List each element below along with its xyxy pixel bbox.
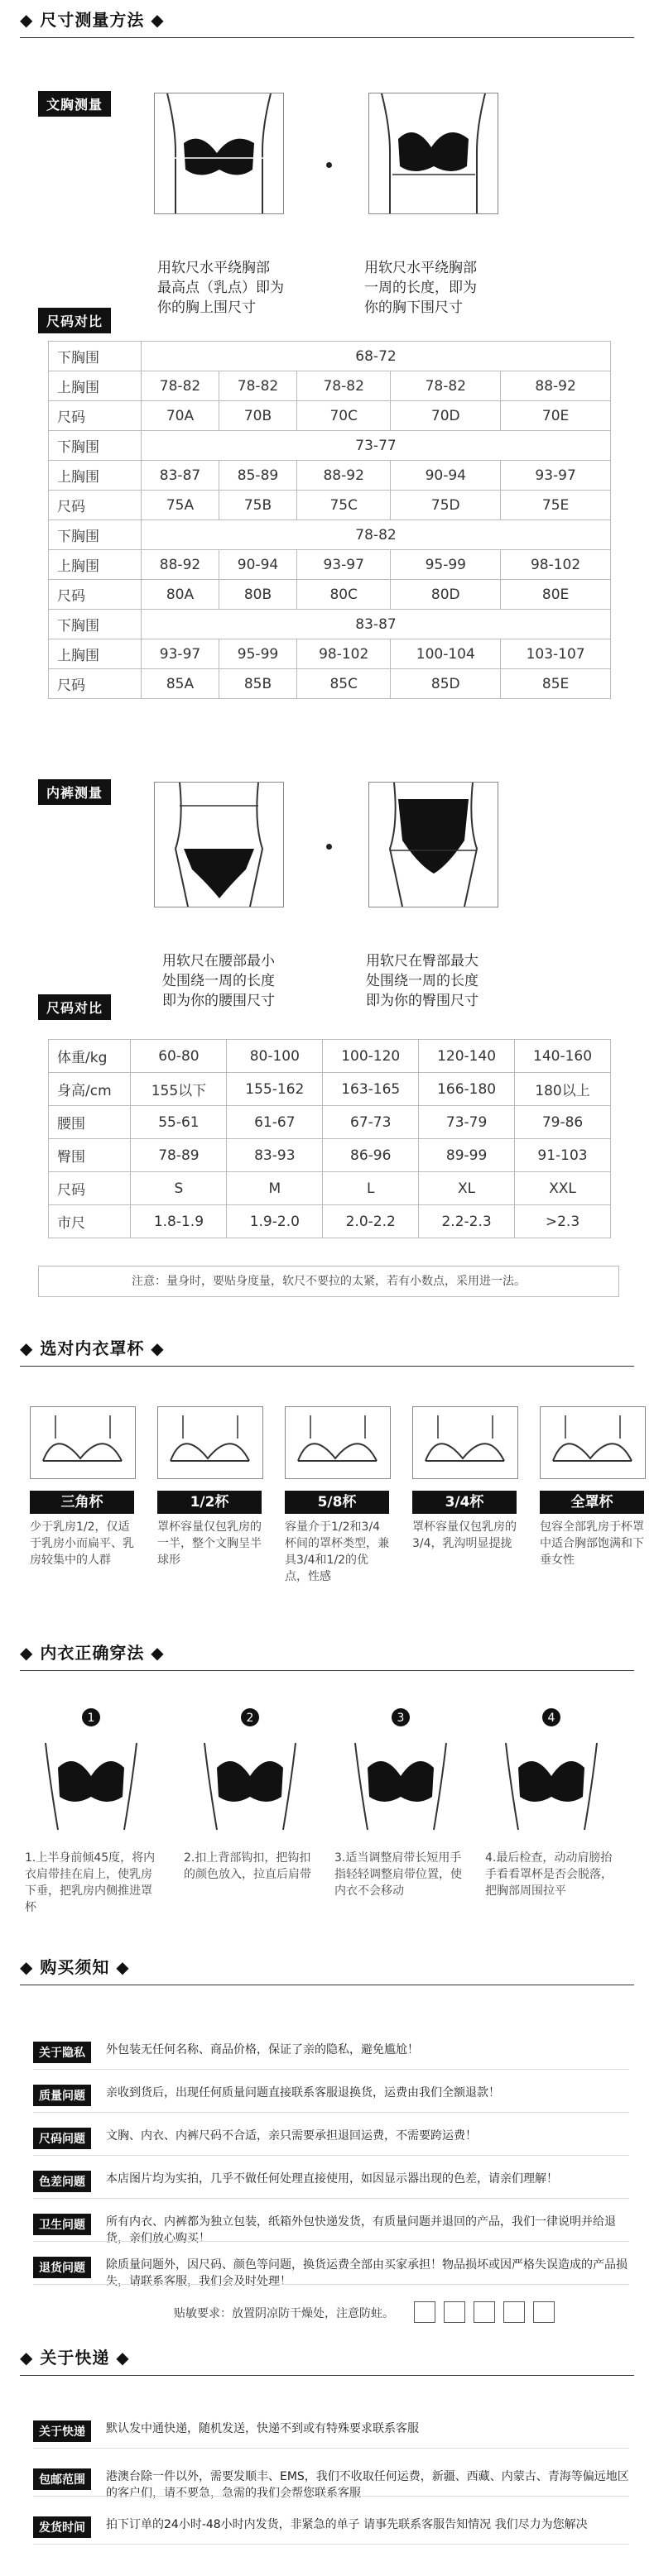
bust-caption-upper: 用软尺水平绕胸部 最高点（乳点）即为 你的胸上围尺寸 — [157, 260, 284, 316]
over-value: 78-82 — [297, 371, 391, 401]
cup-card — [540, 1406, 644, 1568]
bra-cup-icon — [286, 1407, 390, 1478]
over-value: 85-89 — [219, 461, 297, 491]
over-value: 95-99 — [391, 550, 501, 580]
panty-size-table — [48, 1039, 611, 1238]
over-value: 83-87 — [142, 461, 219, 491]
wear-desc: 1.上半身前倾45度，将内衣肩带挂在肩上，使乳房下垂，把乳房内侧推进罩杯 — [25, 1851, 156, 1914]
bust-under-illustration — [368, 93, 498, 214]
wear-step — [184, 1706, 316, 1883]
shipping-section-header — [20, 2343, 634, 2376]
size-value: 85B — [219, 669, 297, 699]
notice-key: 色差问题 — [33, 2171, 91, 2192]
band-label: 下胸围 — [49, 610, 142, 639]
bust-size-table — [48, 341, 611, 699]
pant-cell: 67-73 — [323, 1106, 419, 1139]
size-value: 70D — [391, 401, 501, 431]
measure-title: ◆ 尺寸测量方法 ◆ — [20, 10, 165, 30]
pant-cell: 73-79 — [419, 1106, 515, 1139]
over-value: 93-97 — [142, 639, 219, 669]
notice-key: 包邮范围 — [33, 2468, 91, 2490]
over-value: 88-92 — [142, 550, 219, 580]
over-value: 98-102 — [297, 639, 391, 669]
iron-icon — [503, 2301, 525, 2323]
size-value: 80E — [501, 580, 611, 610]
step-number: 3 — [397, 1712, 405, 1725]
band-label: 下胸围 — [49, 431, 142, 461]
cup-desc: 罩杯容量仅包乳房的3/4，乳沟明显提拢 — [412, 1520, 517, 1550]
pant-cell: S — [131, 1172, 227, 1205]
band-label: 下胸围 — [49, 520, 142, 550]
pant-row-label: 市尺 — [49, 1205, 131, 1238]
bra-figure-icon — [369, 93, 498, 213]
pant-row-label: 体重/kg — [49, 1040, 131, 1073]
notice-title: ◆ 购买须知 ◆ — [20, 1957, 130, 1977]
cup-desc: 罩杯容量仅包乳房的一半，整个文胸呈半球形 — [157, 1520, 262, 1567]
wearing-figure-icon — [184, 1706, 316, 1838]
notice-value: 本店图片均为实拍，几乎不做任何处理直接使用，如因显示器出现的色差，请亲们理解！ — [106, 2172, 558, 2186]
wearing-figure-icon — [334, 1706, 467, 1838]
notice-section-header — [20, 1952, 634, 1985]
notice-value: 拍下订单的24小时-48小时内发货，非紧急的单子 请事先联系客服告知情况 我们尽力为您解决 — [106, 2518, 588, 2531]
wear-desc: 3.适当调整肩带长短用手指轻轻调整肩带位置，使内衣不会移动 — [334, 1851, 462, 1898]
over-value: 88-92 — [501, 371, 611, 401]
notice-key: 卫生问题 — [33, 2214, 91, 2235]
size-value: 85D — [391, 669, 501, 699]
size-value: 85C — [297, 669, 391, 699]
care-icons — [414, 2301, 555, 2323]
hip-caption: 用软尺在臀部最大 处围绕一周的长度 即为你的臀围尺寸 — [366, 953, 478, 1009]
size-value: 75A — [142, 491, 219, 520]
over-value: 90-94 — [219, 550, 297, 580]
notice-value: 外包装无任何名称、商品价格，保证了亲的隐私，避免尴尬！ — [106, 2043, 419, 2056]
pant-cell: XL — [419, 1172, 515, 1205]
notice-key: 尺码问题 — [33, 2128, 91, 2149]
no-bleach-icon — [444, 2301, 465, 2323]
dry-clean-icon — [533, 2301, 555, 2323]
wear-illustration — [485, 1706, 618, 1838]
notice-key: 关于隐私 — [33, 2042, 91, 2063]
cup-card — [157, 1406, 262, 1568]
notice-row — [33, 2252, 629, 2288]
pant-cell: 2.2-2.3 — [419, 1205, 515, 1238]
step-number: 1 — [87, 1712, 95, 1725]
over-label: 上胸围 — [49, 371, 142, 401]
waist-illustration — [154, 782, 284, 907]
notice-key: 退货问题 — [33, 2257, 91, 2278]
over-value: 78-82 — [142, 371, 219, 401]
over-label: 上胸围 — [49, 461, 142, 491]
pant-cell: 155以下 — [131, 1073, 227, 1106]
bust-upper-illustration — [154, 93, 284, 214]
cup-illustration — [285, 1406, 391, 1479]
notice-key: 关于快递 — [33, 2420, 91, 2442]
wearing-figure-icon — [25, 1706, 157, 1838]
panty-compare-tag: 尺码对比 — [38, 994, 111, 1020]
over-value: 95-99 — [219, 639, 297, 669]
pant-cell: 1.9-2.0 — [227, 1205, 323, 1238]
bra-figure-icon — [155, 93, 283, 213]
notice-value: 文胸、内衣、内裤尺码不合适，亲只需要承担退回运费，不需要跨运费！ — [106, 2129, 477, 2143]
cup-name: 1/2杯 — [157, 1491, 262, 1514]
pant-cell: 155-162 — [227, 1073, 323, 1106]
cup-card — [30, 1406, 134, 1568]
size-value: 75B — [219, 491, 297, 520]
cup-illustration — [157, 1406, 263, 1479]
size-label: 尺码 — [49, 491, 142, 520]
size-value: 75E — [501, 491, 611, 520]
no-dryer-icon — [474, 2301, 495, 2323]
separator-dot — [326, 844, 332, 850]
bust-caption-under: 用软尺水平绕胸部 一周的长度，即为 你的胸下围尺寸 — [364, 260, 477, 316]
pant-cell: 89-99 — [419, 1139, 515, 1172]
cup-desc: 容量介于1/2和3/4杯间的罩杯类型，兼具3/4和1/2的优点，性感 — [285, 1520, 389, 1583]
bust-measure-tag: 文胸测量 — [38, 91, 111, 117]
notice-row — [33, 2166, 629, 2199]
over-value: 103-107 — [501, 639, 611, 669]
pant-cell: L — [323, 1172, 419, 1205]
size-value: 70B — [219, 401, 297, 431]
pant-cell: 60-80 — [131, 1040, 227, 1073]
bust-compare-tag: 尺码对比 — [38, 308, 111, 333]
wear-illustration — [184, 1706, 316, 1838]
notice-row — [33, 2123, 629, 2156]
over-value: 93-97 — [297, 550, 391, 580]
size-label: 尺码 — [49, 580, 142, 610]
wear-illustration — [25, 1706, 157, 1838]
pant-cell: 163-165 — [323, 1073, 419, 1106]
bra-cup-icon — [541, 1407, 645, 1478]
wear-desc: 2.扣上背部钩扣，把钩扣的颜色放入，拉直后肩带 — [184, 1851, 311, 1881]
step-number: 4 — [547, 1712, 555, 1725]
pant-cell: 55-61 — [131, 1106, 227, 1139]
notice-value: 默认发中通快递，随机发送，快递不到或有特殊要求联系客服 — [106, 2422, 419, 2435]
cup-illustration — [30, 1406, 136, 1479]
pant-cell: 78-89 — [131, 1139, 227, 1172]
cup-name: 全罩杯 — [540, 1491, 644, 1514]
shipping-title: ◆ 关于快递 ◆ — [20, 2348, 130, 2368]
pant-cell: 140-160 — [515, 1040, 611, 1073]
cup-illustration — [412, 1406, 518, 1479]
pant-cell: 83-93 — [227, 1139, 323, 1172]
cups-section-header — [20, 1333, 634, 1367]
pant-cell: 91-103 — [515, 1139, 611, 1172]
band-value: 68-72 — [142, 342, 611, 371]
notice-key: 质量问题 — [33, 2085, 91, 2106]
band-value: 73-77 — [142, 431, 611, 461]
hip-illustration — [368, 782, 498, 907]
notice-row — [33, 2416, 629, 2449]
pant-row-label: 臀围 — [49, 1139, 131, 1172]
wash-icon — [414, 2301, 435, 2323]
cup-name: 5/8杯 — [285, 1491, 389, 1514]
wear-step — [485, 1706, 618, 1899]
cup-desc: 少于乳房1/2，仅适于乳房小而扁平、乳房较集中的人群 — [30, 1520, 134, 1567]
measure-section-header — [20, 5, 634, 38]
size-label: 尺码 — [49, 401, 142, 431]
notice-row — [33, 2463, 629, 2500]
over-label: 上胸围 — [49, 550, 142, 580]
pant-cell: XXL — [515, 1172, 611, 1205]
band-value: 83-87 — [142, 610, 611, 639]
waist-caption: 用软尺在腰部最小 处围绕一周的长度 即为你的腰围尺寸 — [162, 953, 275, 1009]
cup-name: 3/4杯 — [412, 1491, 517, 1514]
pant-cell: M — [227, 1172, 323, 1205]
size-label: 尺码 — [49, 669, 142, 699]
size-value: 70A — [142, 401, 219, 431]
pant-cell: 80-100 — [227, 1040, 323, 1073]
size-value: 70E — [501, 401, 611, 431]
bra-cup-icon — [413, 1407, 517, 1478]
panty-figure-icon — [369, 783, 498, 907]
over-value: 100-104 — [391, 639, 501, 669]
size-value: 80C — [297, 580, 391, 610]
cup-name: 三角杯 — [30, 1491, 134, 1514]
pant-cell: 100-120 — [323, 1040, 419, 1073]
wear-illustration — [334, 1706, 467, 1838]
pant-cell: 120-140 — [419, 1040, 515, 1073]
size-value: 85E — [501, 669, 611, 699]
notice-key: 发货时间 — [33, 2516, 91, 2538]
pant-row-label: 腰围 — [49, 1106, 131, 1139]
notice-row — [33, 2209, 629, 2245]
panty-measure-tag: 内裤测量 — [38, 779, 111, 805]
notice-row — [33, 2511, 629, 2545]
pant-row-label: 尺码 — [49, 1172, 131, 1205]
wear-step — [334, 1706, 467, 1899]
bra-cup-icon — [31, 1407, 135, 1478]
notice-row — [33, 2037, 629, 2070]
care-note: 贴敏要求：放置阴凉防干燥处，注意防蛀。 — [174, 2307, 394, 2320]
band-label: 下胸围 — [49, 342, 142, 371]
size-value: 80A — [142, 580, 219, 610]
notice-value: 所有内衣、内裤都为独立包装，纸箱外包快递发货，有质量问题并退回的产品，我们一律说明并给退货，亲们放心购买！ — [106, 2215, 616, 2245]
size-value: 75D — [391, 491, 501, 520]
over-value: 78-82 — [219, 371, 297, 401]
step-number: 2 — [246, 1712, 254, 1725]
pant-cell: 86-96 — [323, 1139, 419, 1172]
pant-cell: 166-180 — [419, 1073, 515, 1106]
over-value: 90-94 — [391, 461, 501, 491]
wear-section-header — [20, 1638, 634, 1671]
pant-cell: 180以上 — [515, 1073, 611, 1106]
size-value: 80B — [219, 580, 297, 610]
separator-dot — [326, 162, 332, 168]
over-value: 78-82 — [391, 371, 501, 401]
wear-desc: 4.最后检查，动动肩膀抬手看看罩杯是否会脱落，把胸部周围拉平 — [485, 1851, 613, 1898]
over-value: 98-102 — [501, 550, 611, 580]
measure-note: 注意：量身时，要贴身度量，软尺不要拉的太紧，若有小数点，采用进一法。 — [38, 1266, 619, 1297]
over-value: 88-92 — [297, 461, 391, 491]
notice-row — [33, 2080, 629, 2113]
wear-title: ◆ 内衣正确穿法 ◆ — [20, 1643, 165, 1663]
cup-card — [412, 1406, 517, 1552]
pant-cell: 61-67 — [227, 1106, 323, 1139]
wearing-figure-icon — [485, 1706, 618, 1838]
cup-desc: 包容全部乳房于杯罩中适合胸部饱满和下垂女性 — [540, 1520, 644, 1567]
size-value: 70C — [297, 401, 391, 431]
panty-figure-icon — [155, 783, 283, 907]
over-value: 93-97 — [501, 461, 611, 491]
notice-value: 除质量问题外，因尺码、颜色等问题，换货运费全部由买家承担！物品损坏或因严格失误造成的产品损失，请联系客服，我们会及时处理！ — [106, 2258, 628, 2288]
pant-cell: 2.0-2.2 — [323, 1205, 419, 1238]
size-value: 80D — [391, 580, 501, 610]
size-value: 75C — [297, 491, 391, 520]
pant-cell: >2.3 — [515, 1205, 611, 1238]
cup-illustration — [540, 1406, 646, 1479]
size-value: 85A — [142, 669, 219, 699]
cup-card — [285, 1406, 389, 1585]
over-label: 上胸围 — [49, 639, 142, 669]
pant-cell: 1.8-1.9 — [131, 1205, 227, 1238]
pant-row-label: 身高/cm — [49, 1073, 131, 1106]
bra-cup-icon — [158, 1407, 262, 1478]
cups-title: ◆ 选对内衣罩杯 ◆ — [20, 1338, 165, 1358]
notice-value: 港澳台除一件以外，需要发顺丰、EMS，我们不收取任何运费，新疆、西藏、内蒙古、青海等偏远地区的客户们，请不要急，急需的我们会帮您联系客服 — [106, 2470, 629, 2500]
notice-value: 亲收到货后，出现任何质量问题直接联系客服退换货，运费由我们全额退款！ — [106, 2086, 500, 2100]
pant-cell: 79-86 — [515, 1106, 611, 1139]
wear-step — [25, 1706, 157, 1916]
band-value: 78-82 — [142, 520, 611, 550]
